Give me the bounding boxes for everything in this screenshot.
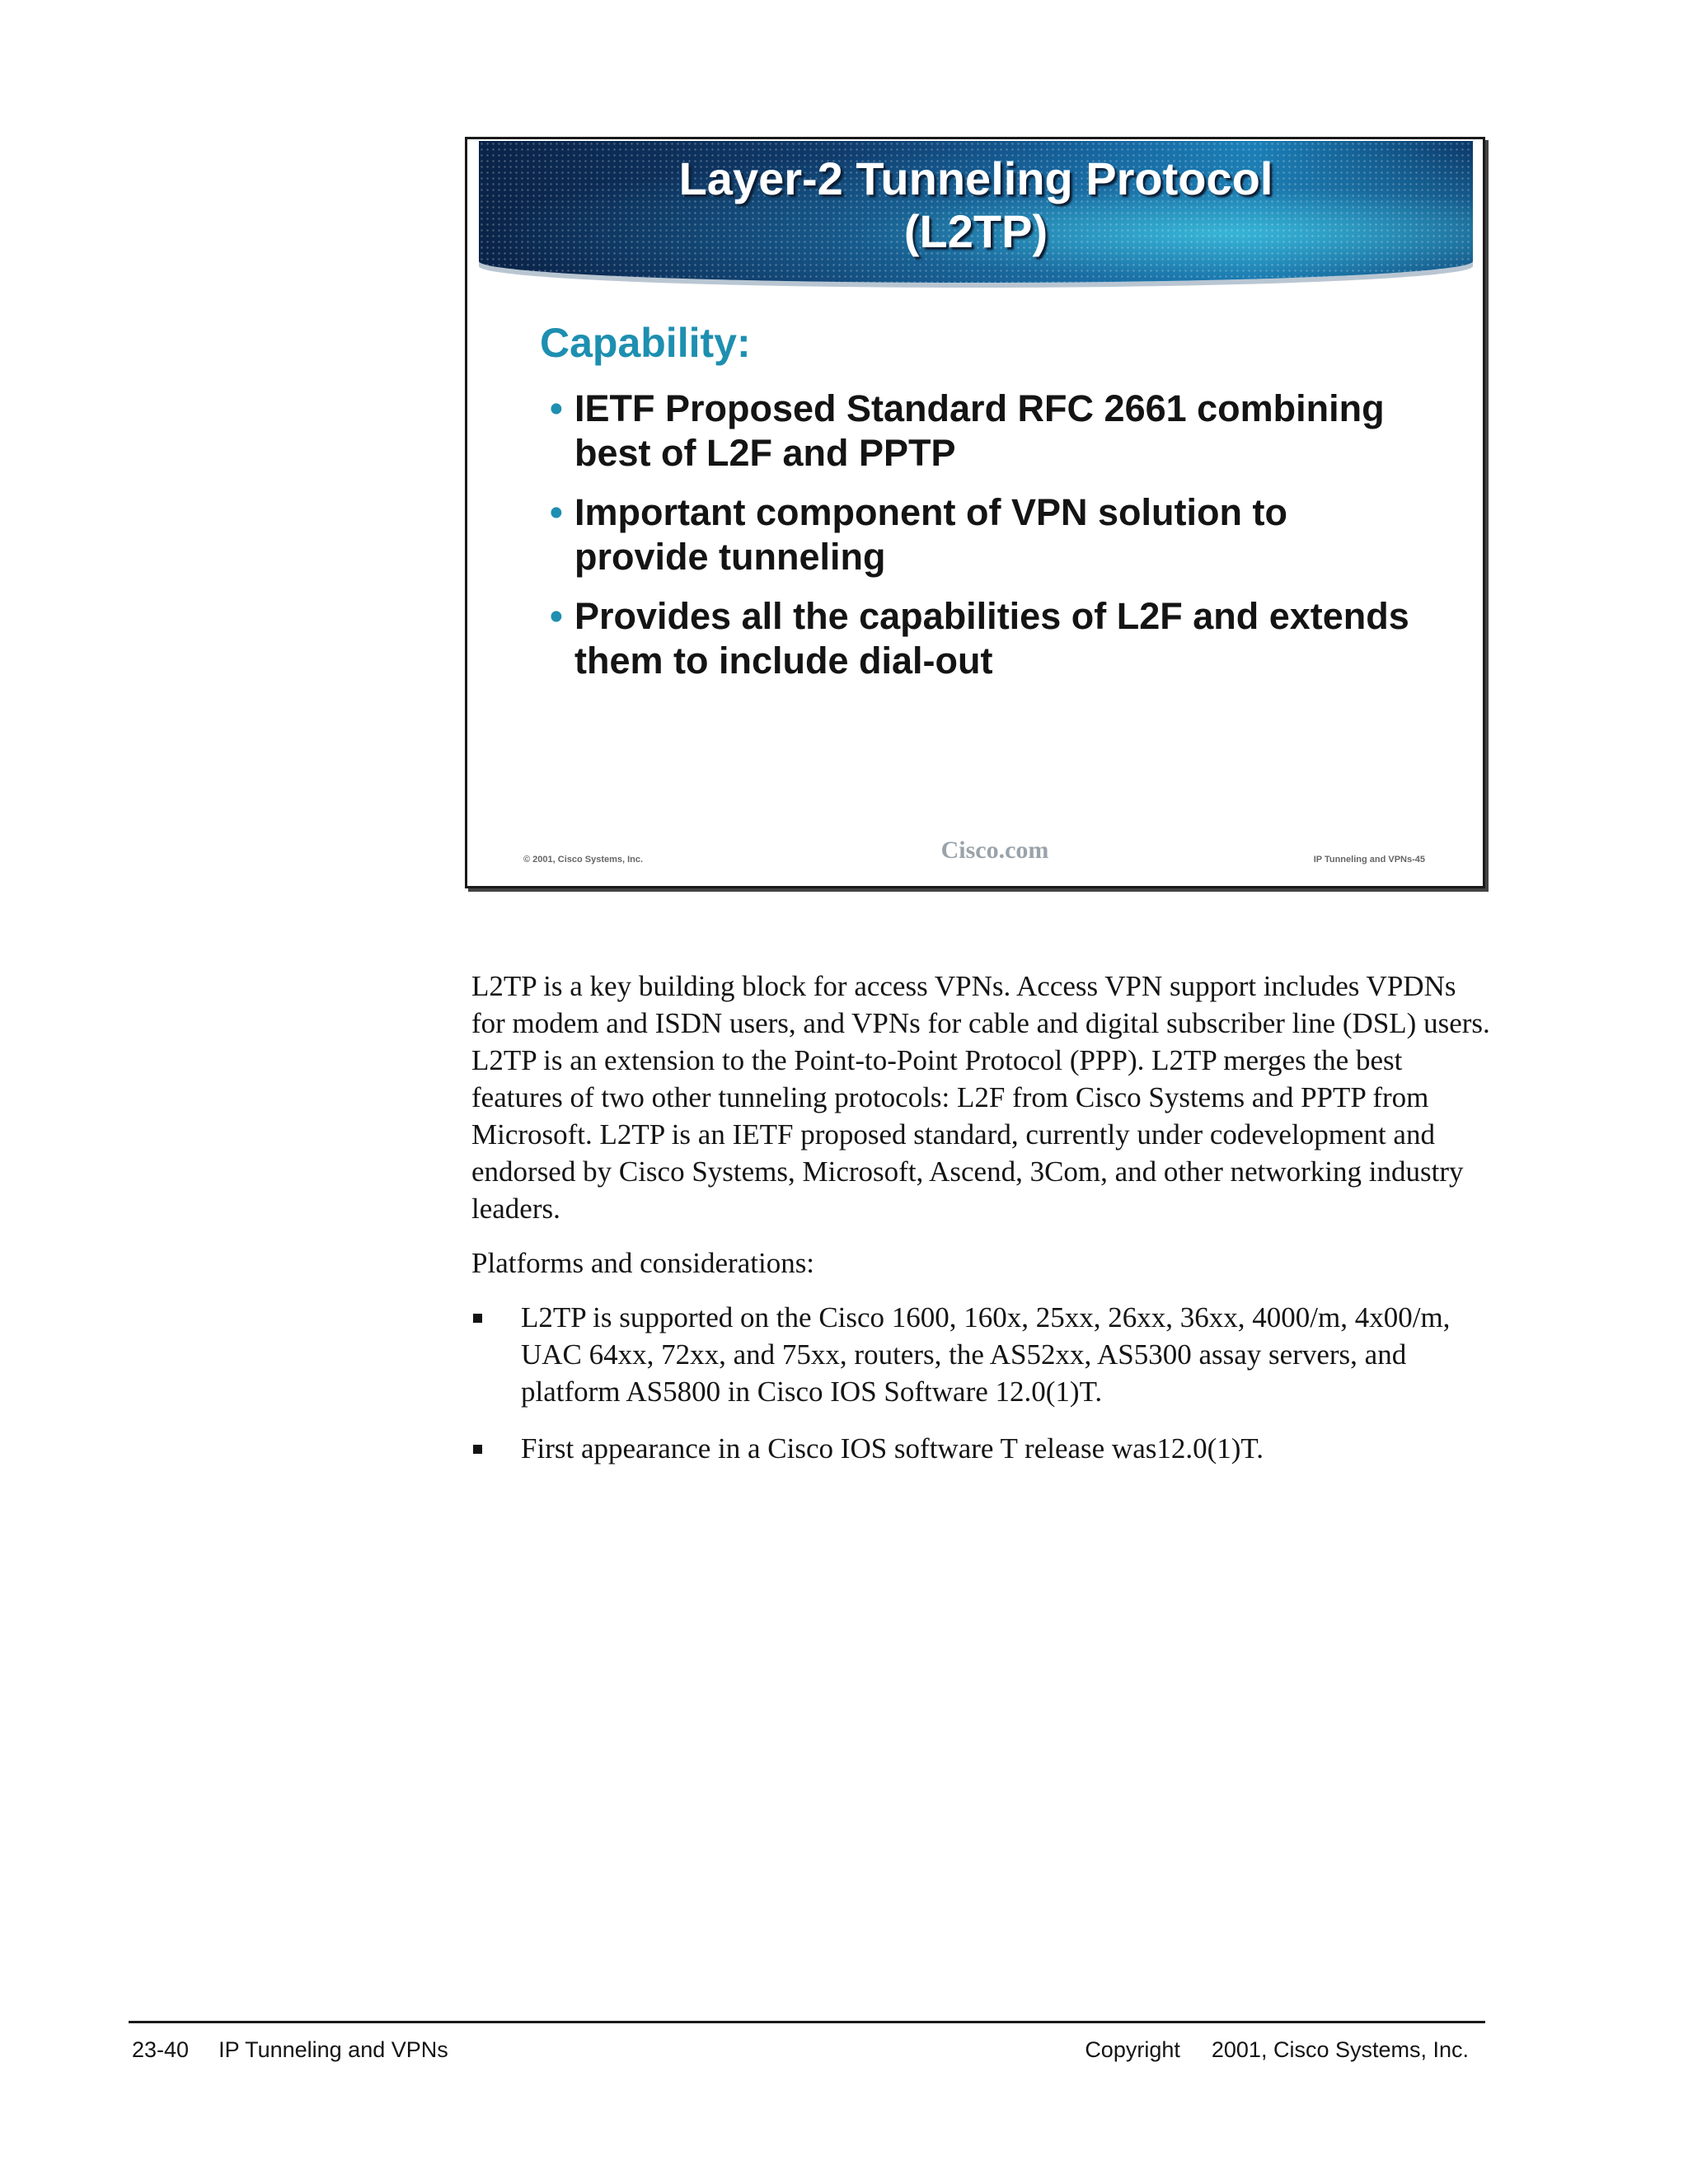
slide-footer-page: IP Tunneling and VPNs-45 — [1313, 855, 1425, 865]
page-footer-left — [132, 2037, 448, 2063]
section-name: IP Tunneling and VPNs — [218, 2037, 448, 2062]
slide-bullet: • Provides all the capabilities of L2F and extends them to include dial-out — [550, 595, 1409, 682]
list-intro: Platforms and considerations: — [471, 1247, 815, 1279]
square-bullet-icon — [473, 1314, 482, 1323]
copyright-label: Copyright — [1085, 2037, 1180, 2062]
bullet-dot-icon: • — [550, 595, 563, 637]
copyright-text: 2001, Cisco Systems, Inc. — [1211, 2037, 1469, 2062]
page-footer-right — [1085, 2037, 1469, 2063]
list-item: L2TP is supported on the Cisco 1600, 160x, 25xx, 26xx, 36xx, 4000/m, 4x00/m, UAC 64xx, 72xx, and 75xx, routers, the AS52xx, AS5300 assay servers, and platform AS5800 in Cisco IOS Software 12.0(1)T. — [471, 1299, 1493, 1410]
slide-heading: Capability: — [540, 320, 751, 366]
slide-bullet: • Important component of VPN solution to provide tunneling — [550, 491, 1287, 578]
bullet-dot-icon: • — [550, 387, 563, 429]
footer-divider — [129, 2021, 1485, 2023]
body-paragraph: L2TP is a key building block for access VPNs. Access VPN support includes VPDNs for modem and ISDN users, and VPNs for cable and digital subscriber line (DSL) users. L2TP is an extension to the Point-to-Point Protocol (PPP). L2TP merges the best features of two other tunneling protocols: L2F from Cisco Systems and PPTP from Microsoft. L2TP is an IETF proposed standard, currently under codevelopment and endorsed by Cisco Systems, Microsoft, Ascend, 3Com, and other networking industry leaders. — [471, 970, 1490, 1225]
list-item: First appearance in a Cisco IOS software T release was12.0(1)T. — [471, 1430, 1493, 1467]
square-bullet-icon — [473, 1445, 482, 1454]
slide-title — [479, 152, 1473, 258]
slide-title-banner — [479, 141, 1473, 283]
slide-footer-copyright: © 2001, Cisco Systems, Inc. — [523, 855, 644, 865]
slide-title-line2: (L2TP) — [903, 205, 1048, 257]
slide — [465, 137, 1485, 888]
slide-footer-logo-text: Cisco.com — [940, 837, 1049, 864]
platform-list — [471, 1299, 1493, 1487]
slide-bullet-list — [550, 387, 1423, 698]
bullet-dot-icon: • — [550, 491, 563, 533]
page-number: 23-40 — [132, 2037, 190, 2062]
slide-bullet: • IETF Proposed Standard RFC 2661 combining best of L2F and PPTP — [550, 387, 1385, 474]
slide-title-line1: Layer-2 Tunneling Protocol — [678, 152, 1273, 204]
